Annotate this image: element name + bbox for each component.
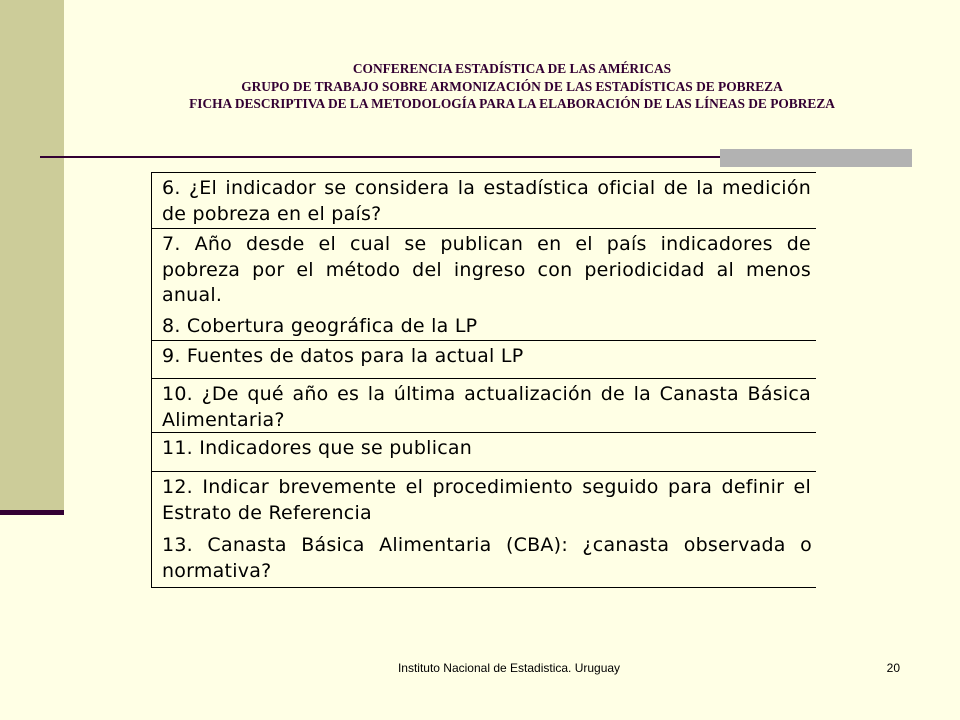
- left-bar-underline: [0, 510, 64, 515]
- table-row-item-10: [152, 378, 816, 432]
- table-row-item-7-8: [152, 228, 816, 340]
- left-decorative-bar: [0, 0, 64, 512]
- header-line-2: GRUPO DE TRABAJO SOBRE ARMONIZACIÓN DE LAS ESTADÍSTICAS DE POBREZA: [241, 78, 783, 94]
- item-13-text: 13. Canasta Básica Alimentaria (CBA): ¿canasta observada o normativa?: [162, 534, 812, 582]
- header-divider-accent: [720, 149, 912, 167]
- table-row-item-9: [152, 340, 816, 378]
- header-line-3: FICHA DESCRIPTIVA DE LA METODOLOGÍA PARA LA ELABORACIÓN DE LAS LÍNEAS DE POBREZA: [189, 96, 835, 111]
- item-10-text: 10. ¿De qué año es la última actualización de la Canasta Básica Alimentaria?: [162, 383, 811, 431]
- table-row-item-6: [152, 172, 816, 228]
- methodology-items-table: [151, 172, 816, 588]
- header-line-1: CONFERENCIA ESTADÍSTICA DE LAS AMÉRICAS: [352, 61, 672, 76]
- item-8-text: 8. Cobertura geográfica de la LP: [162, 315, 478, 337]
- item-7-text: 7. Año desde el cual se publican en el país indicadores de pobreza por el método del ingreso con periodicidad al menos anual.: [162, 233, 811, 306]
- item-6-text: 6. ¿El indicador se considera la estadística oficial de la medición de pobreza en el país?: [162, 177, 811, 225]
- item-9-text: 9. Fuentes de datos para la actual LP: [162, 345, 524, 367]
- table-row-item-12-13: [152, 471, 816, 587]
- item-12-text: 12. Indicar brevemente el procedimiento seguido para definir el Estrato de Referencia: [162, 476, 811, 524]
- table-row-item-11: [152, 432, 816, 471]
- footer-institution: Instituto Nacional de Estadistica. Uruguay: [397, 661, 621, 675]
- slide-header: [64, 60, 960, 113]
- item-11-text: 11. Indicadores que se publican: [162, 437, 473, 459]
- page-number: 20: [886, 661, 900, 675]
